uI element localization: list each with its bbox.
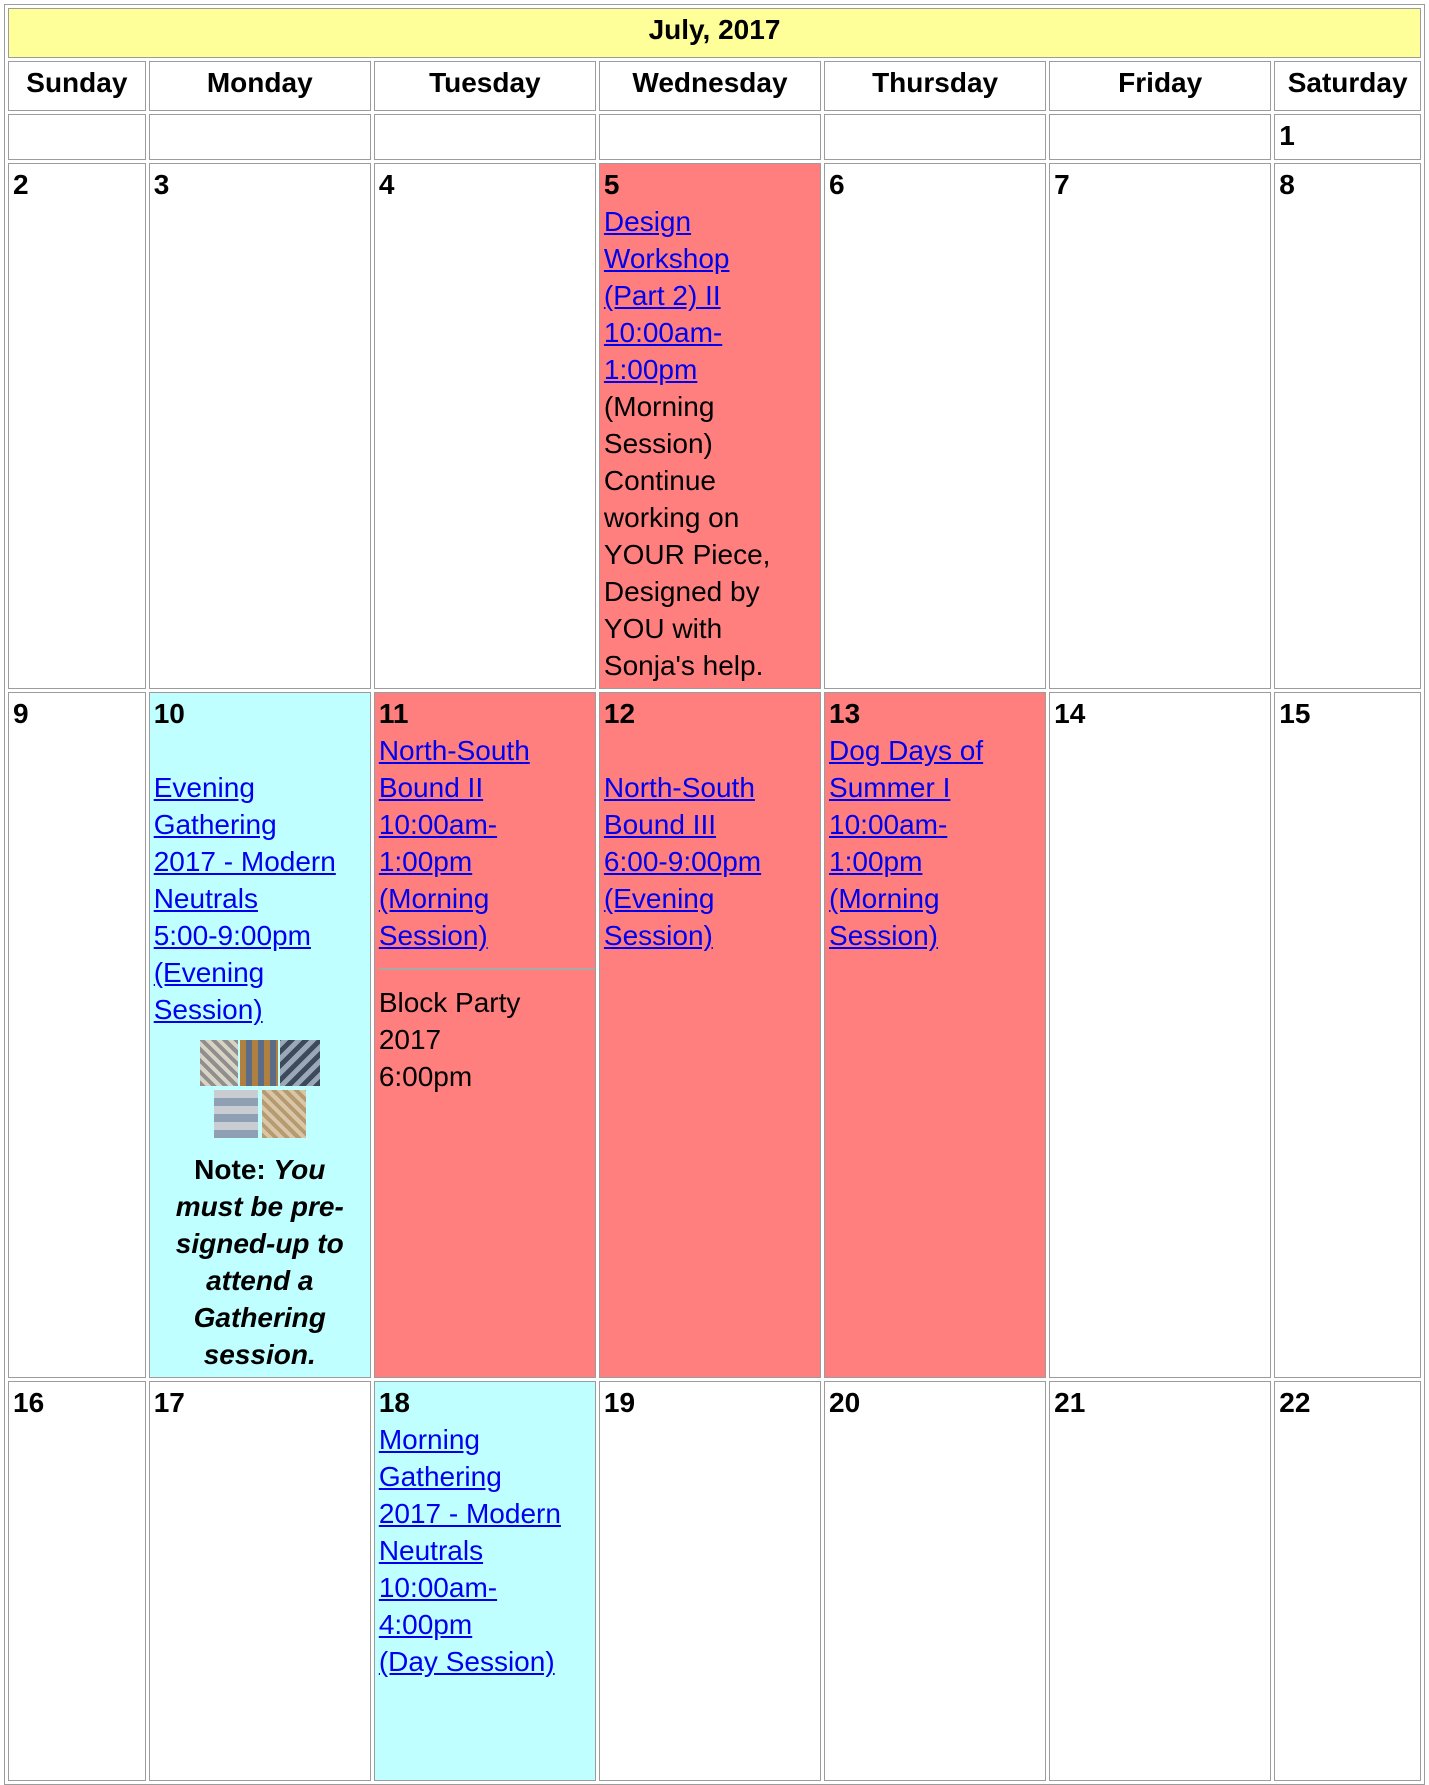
note-line: signed-up to bbox=[175, 1228, 344, 1259]
week-row-4 bbox=[8, 1381, 1421, 1781]
calendar bbox=[4, 4, 1425, 1785]
day-number: 11 bbox=[378, 698, 409, 729]
week-row-1 bbox=[8, 114, 1421, 160]
day-cell-2 bbox=[8, 163, 146, 689]
event-link-line: (Morning bbox=[829, 883, 940, 914]
day-cell-5 bbox=[599, 163, 821, 689]
event-link-line: Bound II bbox=[378, 772, 484, 803]
day-number: 16 bbox=[13, 1387, 45, 1418]
day-number: 10 bbox=[153, 698, 185, 729]
tile-samples-image bbox=[200, 1040, 320, 1140]
day-cell-7 bbox=[1049, 163, 1271, 689]
event-link-line: Morning bbox=[378, 1424, 480, 1455]
event-description-line: 6:00pm bbox=[378, 1061, 473, 1092]
day-number: 9 bbox=[13, 698, 29, 729]
event-link-line: Session) bbox=[378, 920, 488, 951]
event-link-line: Neutrals bbox=[378, 1535, 484, 1566]
note-line: must be pre- bbox=[175, 1191, 344, 1222]
event-link-north-south-bound-iii[interactable] bbox=[604, 769, 816, 954]
note-line: session. bbox=[203, 1339, 316, 1370]
weekday-wednesday: Wednesday bbox=[599, 61, 821, 111]
event-description-line: YOUR Piece, bbox=[603, 539, 771, 570]
day-cell-14 bbox=[1049, 692, 1271, 1378]
event-link-line: Summer I bbox=[829, 772, 951, 803]
event-link-dog-days-of-summer-i[interactable] bbox=[829, 732, 1041, 954]
empty-day-cell bbox=[149, 114, 371, 160]
day-cell-13 bbox=[824, 692, 1046, 1378]
note-line: You bbox=[273, 1154, 326, 1185]
event-link-morning-gathering[interactable] bbox=[379, 1421, 591, 1680]
day-number: 8 bbox=[1279, 169, 1295, 200]
event-link-line: 10:00am- bbox=[829, 809, 948, 840]
event-link-line: North-South bbox=[603, 772, 755, 803]
event-link-line: (Evening bbox=[603, 883, 715, 914]
day-number: 19 bbox=[603, 1387, 636, 1418]
day-cell-18 bbox=[374, 1381, 596, 1781]
event-link-line: 2017 - Modern bbox=[378, 1498, 561, 1529]
event-link-line: 10:00am- bbox=[378, 809, 498, 840]
event-link-line: Gathering bbox=[153, 809, 277, 840]
spacer bbox=[604, 732, 816, 769]
event-description-line: Sonja's help. bbox=[603, 650, 764, 681]
event-description-line: 2017 bbox=[378, 1024, 442, 1055]
event-link-line: Gathering bbox=[378, 1461, 502, 1492]
day-cell-3 bbox=[149, 163, 371, 689]
event-description-line: Block Party bbox=[378, 987, 521, 1018]
event-description-line: YOU with bbox=[603, 613, 723, 644]
event-link-line: 6:00-9:00pm bbox=[603, 846, 762, 877]
day-cell-16 bbox=[8, 1381, 146, 1781]
day-cell-19 bbox=[599, 1381, 821, 1781]
calendar-table bbox=[4, 4, 1425, 1785]
event-link-line: (Morning bbox=[378, 883, 490, 914]
day-cell-11 bbox=[374, 692, 596, 1378]
day-cell-1 bbox=[1274, 114, 1421, 160]
day-cell-6 bbox=[824, 163, 1046, 689]
day-number: 22 bbox=[1279, 1387, 1311, 1418]
day-number: 20 bbox=[829, 1387, 861, 1418]
day-cell-9 bbox=[8, 692, 146, 1378]
event-description-line: Continue bbox=[603, 465, 717, 496]
day-number: 1 bbox=[1279, 120, 1295, 151]
event-link-line: (Evening bbox=[153, 957, 265, 988]
event-link-line: (Day Session) bbox=[378, 1646, 555, 1677]
tile-sample-thumb bbox=[214, 1090, 258, 1138]
weekday-header-row bbox=[8, 61, 1421, 111]
weekday-monday: Monday bbox=[149, 61, 371, 111]
day-number: 15 bbox=[1279, 698, 1311, 729]
event-link-line: 1:00pm bbox=[378, 846, 473, 877]
spacer bbox=[154, 732, 366, 769]
event-link-line: 10:00am- bbox=[603, 317, 723, 348]
week-row-2 bbox=[8, 163, 1421, 689]
event-link-line: Workshop bbox=[603, 243, 730, 274]
event-link-line: Bound III bbox=[603, 809, 717, 840]
event-link-line: Session) bbox=[153, 994, 263, 1025]
week-row-3 bbox=[8, 692, 1421, 1378]
event-link-design-workshop[interactable] bbox=[604, 203, 816, 388]
day-cell-21 bbox=[1049, 1381, 1271, 1781]
day-number: 3 bbox=[153, 169, 170, 200]
day-number: 7 bbox=[1054, 169, 1070, 200]
note-line: attend a bbox=[206, 1265, 314, 1296]
tile-sample-thumb bbox=[240, 1040, 278, 1086]
day-number: 17 bbox=[153, 1387, 185, 1418]
day-number: 2 bbox=[13, 169, 29, 200]
day-number: 21 bbox=[1054, 1387, 1086, 1418]
empty-day-cell bbox=[1049, 114, 1271, 160]
day-number: 6 bbox=[829, 169, 845, 200]
tile-sample-thumb bbox=[280, 1040, 320, 1086]
event-description-line: working on bbox=[603, 502, 740, 533]
day-cell-4 bbox=[374, 163, 596, 689]
month-title: July, 2017 bbox=[8, 8, 1421, 58]
day-number: 18 bbox=[378, 1387, 410, 1418]
event-divider bbox=[379, 968, 595, 970]
event-link-line: Design bbox=[603, 206, 692, 237]
event-link-north-south-bound-ii[interactable] bbox=[379, 732, 591, 954]
empty-day-cell bbox=[8, 114, 146, 160]
event-link-line: 10:00am- bbox=[378, 1572, 498, 1603]
empty-day-cell bbox=[374, 114, 596, 160]
event-link-line: Session) bbox=[603, 920, 713, 951]
event-link-line: 4:00pm bbox=[378, 1609, 473, 1640]
tile-sample-thumb bbox=[200, 1040, 238, 1086]
event-link-line: 1:00pm bbox=[603, 354, 698, 385]
event-link-evening-gathering[interactable] bbox=[154, 769, 366, 1028]
day-number: 12 bbox=[603, 698, 636, 729]
event-link-line: 5:00-9:00pm bbox=[153, 920, 311, 951]
event-link-line: Session) bbox=[829, 920, 938, 951]
empty-day-cell bbox=[824, 114, 1046, 160]
day-cell-20 bbox=[824, 1381, 1046, 1781]
note-line: Gathering bbox=[193, 1302, 326, 1333]
day-number: 14 bbox=[1054, 698, 1086, 729]
event-description-line: (Morning bbox=[603, 391, 715, 422]
event-link-line: (Part 2) II bbox=[603, 280, 721, 311]
weekday-tuesday: Tuesday bbox=[374, 61, 596, 111]
event-link-line: 2017 - Modern bbox=[153, 846, 336, 877]
note-label: Note: bbox=[194, 1154, 266, 1185]
day-number: 13 bbox=[829, 698, 861, 729]
gathering-note bbox=[154, 1028, 366, 1373]
event-description-line: Designed by bbox=[603, 576, 760, 607]
day-cell-10 bbox=[149, 692, 371, 1378]
day-cell-15 bbox=[1274, 692, 1421, 1378]
event-link-line: Neutrals bbox=[153, 883, 258, 914]
note-first-line bbox=[154, 1151, 366, 1188]
event-link-line: Evening bbox=[153, 772, 255, 803]
day-number: 5 bbox=[603, 169, 620, 200]
day-cell-8 bbox=[1274, 163, 1421, 689]
weekday-thursday: Thursday bbox=[824, 61, 1046, 111]
day-number: 4 bbox=[378, 169, 395, 200]
empty-day-cell bbox=[599, 114, 821, 160]
day-cell-17 bbox=[149, 1381, 371, 1781]
tile-sample-thumb bbox=[262, 1090, 306, 1138]
event-link-line: Dog Days of bbox=[829, 735, 984, 766]
weekday-saturday: Saturday bbox=[1274, 61, 1421, 111]
event-description-line: Session) bbox=[603, 428, 713, 459]
weekday-sunday: Sunday bbox=[8, 61, 146, 111]
weekday-friday: Friday bbox=[1049, 61, 1271, 111]
event-link-line: North-South bbox=[378, 735, 530, 766]
event-link-line: 1:00pm bbox=[829, 846, 923, 877]
day-cell-22 bbox=[1274, 1381, 1421, 1781]
day-cell-12 bbox=[599, 692, 821, 1378]
